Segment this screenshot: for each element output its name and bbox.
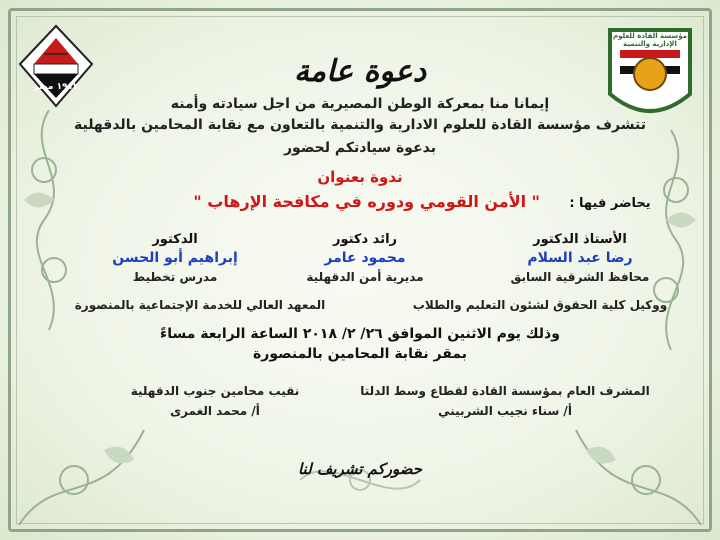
signatory-2-title: نقيب محامين جنوب الدقهلية bbox=[130, 384, 300, 398]
right-logo-text: مؤسسة القادة للعلوم الإدارية والتنمية bbox=[612, 32, 688, 49]
speaker-rank: الأستاذ الدكتور bbox=[533, 232, 627, 247]
signatory-1-name: أ/ سناء نجيب الشربيني bbox=[438, 404, 572, 418]
signatory-1-title: المشرف العام بمؤسسة القادة لقطاع وسط الدلتا bbox=[360, 384, 650, 398]
closing-line: حضوركم تشريف لنا bbox=[297, 460, 423, 478]
speaker-role: مديرية أمن الدقهلية bbox=[306, 270, 424, 284]
speaker-rank: رائد دكتور bbox=[332, 232, 398, 247]
speaker-2 bbox=[265, 232, 465, 284]
speaker-3-role-2: المعهد العالي للخدمة الإجتماعية بالمنصورة bbox=[74, 298, 326, 312]
seminar-label: ندوة بعنوان bbox=[317, 168, 403, 186]
signatory-2-name: أ/ محمد الغمرى bbox=[170, 404, 260, 418]
speaker-name: رضا عبد السلام bbox=[527, 250, 633, 266]
schedule-datetime: وذلك يوم الاثنين الموافق ٢٦/ ٢/ ٢٠١٨ الساعة الرابعة مساءً bbox=[160, 326, 560, 342]
page-title: دعوة عامة bbox=[293, 54, 427, 89]
speaker-3 bbox=[75, 232, 275, 284]
intro-line-3: بدعوة سيادتكم لحضور bbox=[284, 140, 436, 156]
speaker-role: محافظ الشرقية السابق bbox=[510, 270, 650, 284]
schedule-venue: بمقر نقابة المحامين بالمنصورة bbox=[253, 346, 467, 362]
intro-line-2: تتشرف مؤسسة القادة للعلوم الادارية والتنمية بالتعاون مع نقابة المحامين بالدقهلية bbox=[74, 117, 646, 133]
intro-line-1: إيمانا منا بمعركة الوطن المصيرية من اجل سيادته وأمنه bbox=[170, 96, 550, 112]
lecturers-label: يحاضر فيها : bbox=[569, 196, 651, 211]
speaker-1-role-2: ووكيل كلية الحقوق لشئون التعليم والطلاب bbox=[412, 298, 668, 312]
speaker-name: إبراهيم أبو الحسن bbox=[112, 250, 238, 266]
bottom-left-ornament bbox=[14, 410, 154, 530]
speaker-name: محمود عامر bbox=[324, 250, 406, 266]
bottom-center-ornament bbox=[290, 440, 430, 520]
speaker-1 bbox=[480, 232, 680, 284]
speaker-rank: الدكتور bbox=[152, 232, 198, 247]
alqada-foundation-logo bbox=[602, 24, 698, 128]
speaker-role: مدرس تخطيط bbox=[132, 270, 218, 284]
seminar-title: " الأمن القومي ودوره في مكافحة الإرهاب " bbox=[193, 192, 540, 211]
bottom-right-ornament bbox=[566, 410, 706, 530]
left-logo-text: ١٩١٢ مصر bbox=[33, 82, 79, 92]
